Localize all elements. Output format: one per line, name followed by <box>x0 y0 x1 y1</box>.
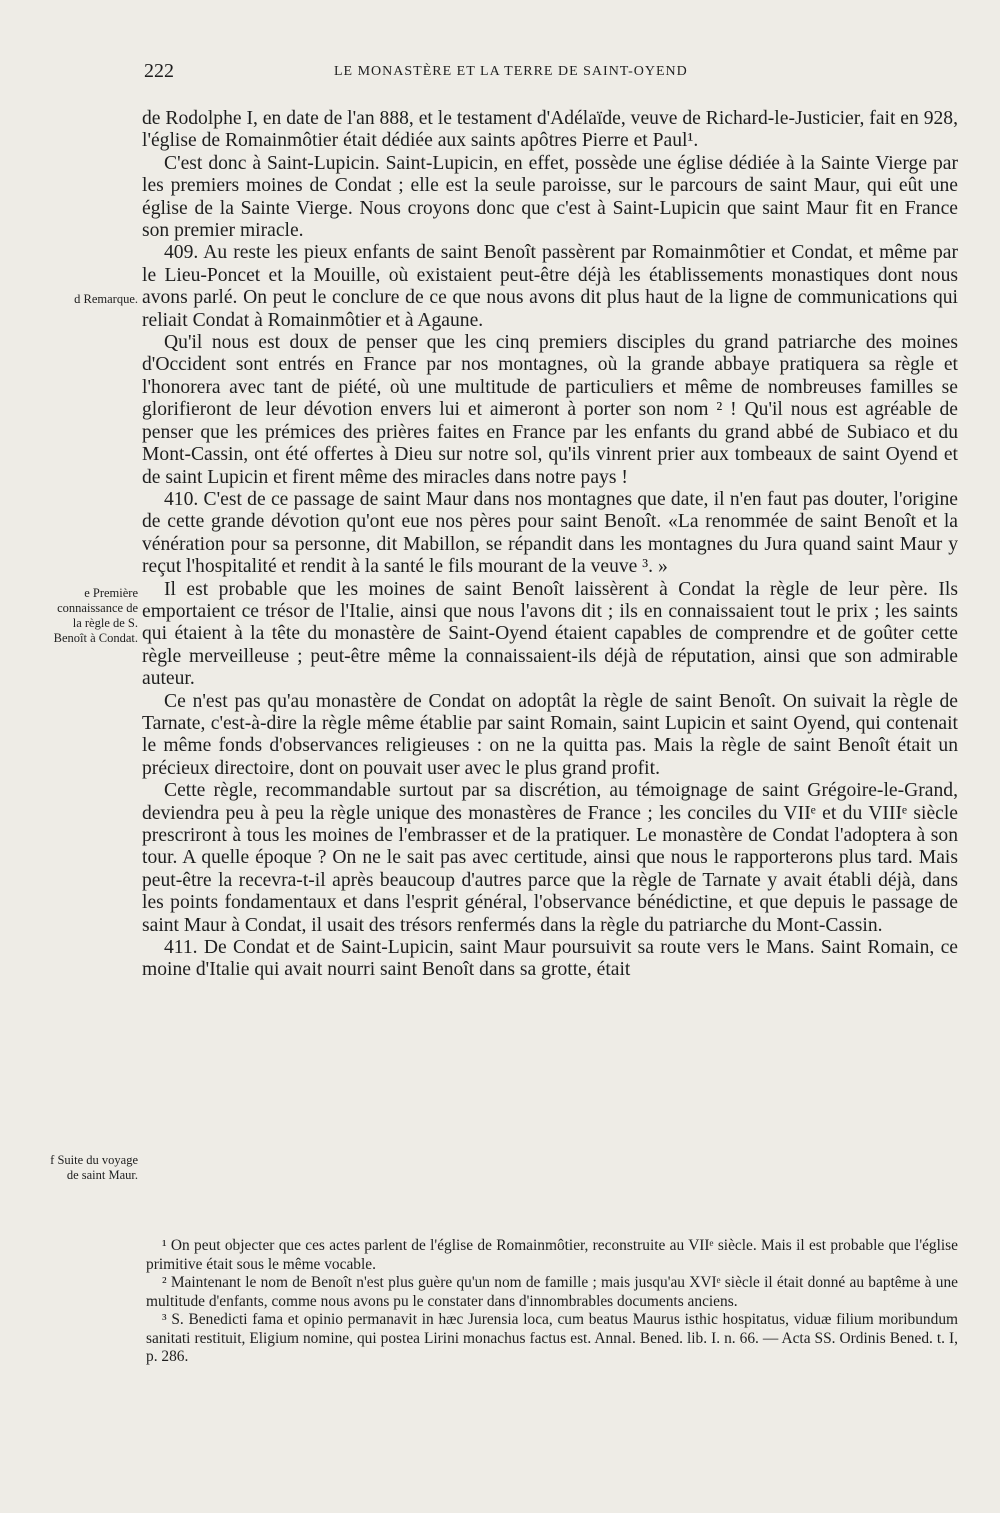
margin-note-suite-du-voyage: f Suite du voyage de saint Maur. <box>50 1153 138 1182</box>
page-number: 222 <box>144 60 174 82</box>
paragraph-409: 409. Au reste les pieux enfants de saint Benoît passèrent par Romainmôtier et Condat, et même par le Lieu-Poncet et la Mouille, où existaient peut-être déjà les établissements monastiques dont nous avons parlé. On peut le conclure de ce que nous avons dit plus haut de la ligne de communications qui reliait Condat à Romainmôtier et à Agaune. <box>142 242 958 331</box>
running-head: LE MONASTÈRE ET LA TERRE DE SAINT-OYEND <box>334 64 688 79</box>
paragraph-410: 410. C'est de ce passage de saint Maur dans nos montagnes que date, il n'en faut pas douter, l'origine de cette grande dévotion qu'ont eue nos pères pour saint Benoît. «La renommée de saint Benoît et la vénération pour sa personne, dit Mabillon, se répandit dans les montagnes du Jura quand saint Maur y reçut l'hospitalité et rendit à la santé le fils mourant de la veuve ³. » <box>142 488 958 578</box>
paragraph: Il est probable que les moines de saint Benoît laissèrent à Condat la règle de leur père. Ils emportaient ce trésor de l'Italie, ainsi que nous l'avons dit ; ils en connaissaient tout le prix ; les saints qui étaient à la tête du monastère de Saint-Oyend étaient capables de comprendre et de goûter cette règle merveilleuse ; peut-être même la connaissaient-ils déjà de réputation, ainsi que son admirable auteur. <box>142 578 958 690</box>
footnote-1: ¹ On peut objecter que ces actes parlent de l'église de Romainmôtier, reconstruite au VIIᵉ siècle. Mais il est probable que l'église primitive était sous le même vocable. <box>146 1237 958 1273</box>
paragraph: C'est donc à Saint-Lupicin. Saint-Lupicin, en effet, possède une église dédiée à la Sainte Vierge par les premiers moines de Condat ; elle est la seule paroisse, sur le parcours de saint Maur, qui eût une église de la Sainte Vierge. Nous croyons donc que c'est à Saint-Lupicin que saint Maur fit en France son premier miracle. <box>142 152 958 242</box>
footnote-2: ² Maintenant le nom de Benoît n'est plus guère qu'un nom de famille ; mais jusqu'au XVIᵉ siècle il était donné au baptême à une multitude d'enfants, comme nous avons pu le constater dans d'innombrables documents anciens. <box>146 1274 958 1310</box>
footnote-3: ³ S. Benedicti fama et opinio permanavit in hæc Jurensia loca, cum beatus Maurus isthic hospitatus, viduæ filium moribundum sanitati restituit, Eligium nomine, qui postea Lirini monachus factus est. Annal. Bened. lib. I. n. 66. — Acta SS. Ordinis Bened. t. I, p. 286. <box>146 1311 958 1365</box>
paragraph: Ce n'est pas qu'au monastère de Condat on adoptât la règle de saint Benoît. On suivait la règle de Tarnate, c'est-à-dire la règle même établie par saint Romain, saint Lupicin et saint Oyend, qui contenait le même fonds d'observances religieuses : on ne la quitta pas. Mais la règle de saint Benoît était un précieux directoire, dont on pouvait user avec le plus grand profit. <box>142 690 958 779</box>
page-header <box>144 60 956 88</box>
paragraph: Cette règle, recommandable surtout par sa discrétion, au témoignage de saint Grégoire-le-Grand, deviendra peu à peu la règle unique des monastères de France ; les conciles du VIIᵉ et du VIIIᵉ siècle prescriront à tous les moines de l'embrasser et de la pratiquer. Le monastère de Condat l'adoptera à son tour. A quelle époque ? On ne le sait pas avec certitude, ainsi que nous le rapporterons plus tard. Mais peut-être la recevra-t-il après beaucoup d'autres parce que la règle de Tarnate y avait établi déjà, dans les points fondamentaux et dans l'esprit général, l'observance bénédictine, et que depuis le passage de saint Maur à Condat, il usait des trésors renfermés dans la règle du patriarche du Mont-Cassin. <box>142 780 958 936</box>
paragraph: Qu'il nous est doux de penser que les cinq premiers disciples du grand patriarche des moines d'Occident sont entrés en France par nos montagnes, où la grande abbaye pratiquera sa règle et l'honorera avec tant de piété, où une multitude de particuliers et même de nombreuses familles se glorifieront de leur dévotion envers lui et aimeront à porter son nom ² ! Qu'il nous est agréable de penser que les prémices des prières faites en France par les enfants du grand abbé de Subiaco et du Mont-Cassin, ont été offertes à Dieu sur notre sol, qu'ils vinrent prier aux tombeaux de saint Oyend et de saint Lupicin et firent même des miracles dans notre pays ! <box>142 332 958 488</box>
paragraph-411: 411. De Condat et de Saint-Lupicin, saint Maur poursuivit sa route vers le Mans. Saint Romain, ce moine d'Italie qui avait nourri saint Benoît dans sa grotte, était <box>142 937 958 981</box>
margin-note-remarque: d Remarque. <box>74 292 138 306</box>
body-text <box>142 108 958 982</box>
paragraph: de Rodolphe I, en date de l'an 888, et le testament d'Adélaïde, veuve de Richard-le-Justicier, fait en 928, l'église de Romainmôtier était dédiée aux saints apôtres Pierre et Paul¹. <box>142 108 958 152</box>
margin-note-premiere-connaissance: e Première connaissance de la règle de S. Benoît à Condat. <box>53 586 138 645</box>
footnotes <box>146 1237 958 1367</box>
